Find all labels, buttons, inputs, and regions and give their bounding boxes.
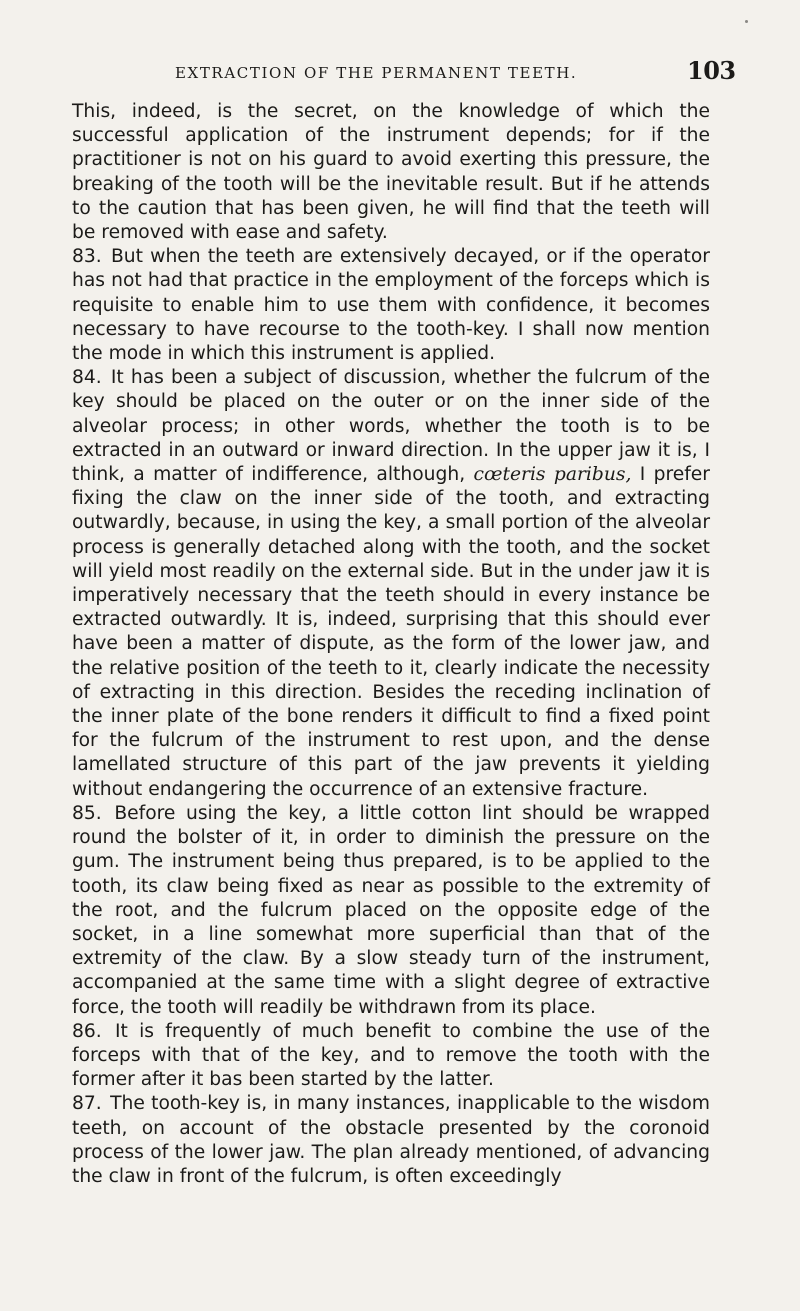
paragraph-continuation [72,100,710,245]
paragraph-87 [72,1092,710,1189]
paragraph-text: It has been a subject of discussion, whether the fulcrum of the key should be placed on the outer or on the inner side of the alveolar process; in other words, whether the tooth is to be extracted in an outward or inward direction. In the upper jaw it is, I think, a matter of indifference, although, [72,367,710,486]
paragraph-number: 83. [72,246,102,268]
running-head: EXTRACTION OF THE PERMANENT TEETH. [175,64,578,82]
print-speck [745,20,748,23]
paragraph-83 [72,245,710,366]
paragraph-text: The tooth-key is, in many instances, inapplicable to the wisdom teeth, on account of the obstacle presented by the coronoid process of the lower jaw. The plan already mentioned, of advancing the claw in front of the fulcrum, is often exceedingly [72,1093,710,1187]
page-header [0,56,800,94]
paragraph-number: 86. [72,1020,102,1042]
paragraph-text: Before using the key, a little cotton lint should be wrapped round the bolster of it, in order to diminish the pressure on the gum. The instrument being thus prepared, is to be applied to the tooth, its claw being fixed as near as possible to the extremity of the root, and the fulcrum placed on the opposite edge of the socket, in a line somewhat more superficial than that of the extremity of the claw. By a slow steady turn of the instrument, accompanied at the same time with a slight degree of extractive force, the tooth will readily be withdrawn from its place. [72,802,710,1018]
paragraph-85 [72,802,710,1020]
paragraph-text: This, indeed, is the secret, on the knowledge of which the successful application of the instrument depends; for if the practitioner is not on his guard to avoid exerting this pressure, the breaking of the tooth will be the inevitable result. But if he attends to the caution that has been given, he will find that the teeth will be removed with ease and safety. [72,101,710,244]
paragraph-86 [72,1020,710,1093]
body-text [72,100,710,1189]
paragraph-number: 85. [72,802,102,824]
latin-phrase: cœteris paribus, [473,464,632,486]
paragraph-number: 84. [72,367,102,389]
paragraph-text: But when the teeth are extensively decayed, or if the operator has not had that practice in the employment of the forceps which is requisite to enable him to use them with confidence, it becomes necessary to have recourse to the tooth-key. I shall now mention the mode in which this instrument is applied. [72,246,710,365]
paragraph-number: 87. [72,1093,102,1115]
paragraph-text: It is frequently of much benefit to combine the use of the forceps with that of the key, and to remove the tooth with the former after it bas been started by the latter. [72,1020,710,1091]
paragraph-84 [72,366,710,802]
paragraph-text-continued: I prefer fixing the claw on the inner side of the tooth, and extracting outwardly, because, in using the key, a small portion of the alveolar process is generally detached along with the tooth, and the socket will yield most readily on the external side. But in the under jaw it is imperatively necessary that the teeth should in every instance be extracted outwardly. It is, indeed, surprising that this should ever have been a matter of dispute, as the form of the lower jaw, and the relative position of the teeth to it, clearly indicate the necessity of extracting in this direction. Besides the receding inclination of the inner plate of the bone renders it difficult to find a fixed point for the fulcrum of the instrument to rest upon, and the dense lamellated structure of this part of the jaw prevents it yielding without endangering the occurrence of an extensive fracture. [72,464,710,800]
page-number: 103 [687,56,736,85]
